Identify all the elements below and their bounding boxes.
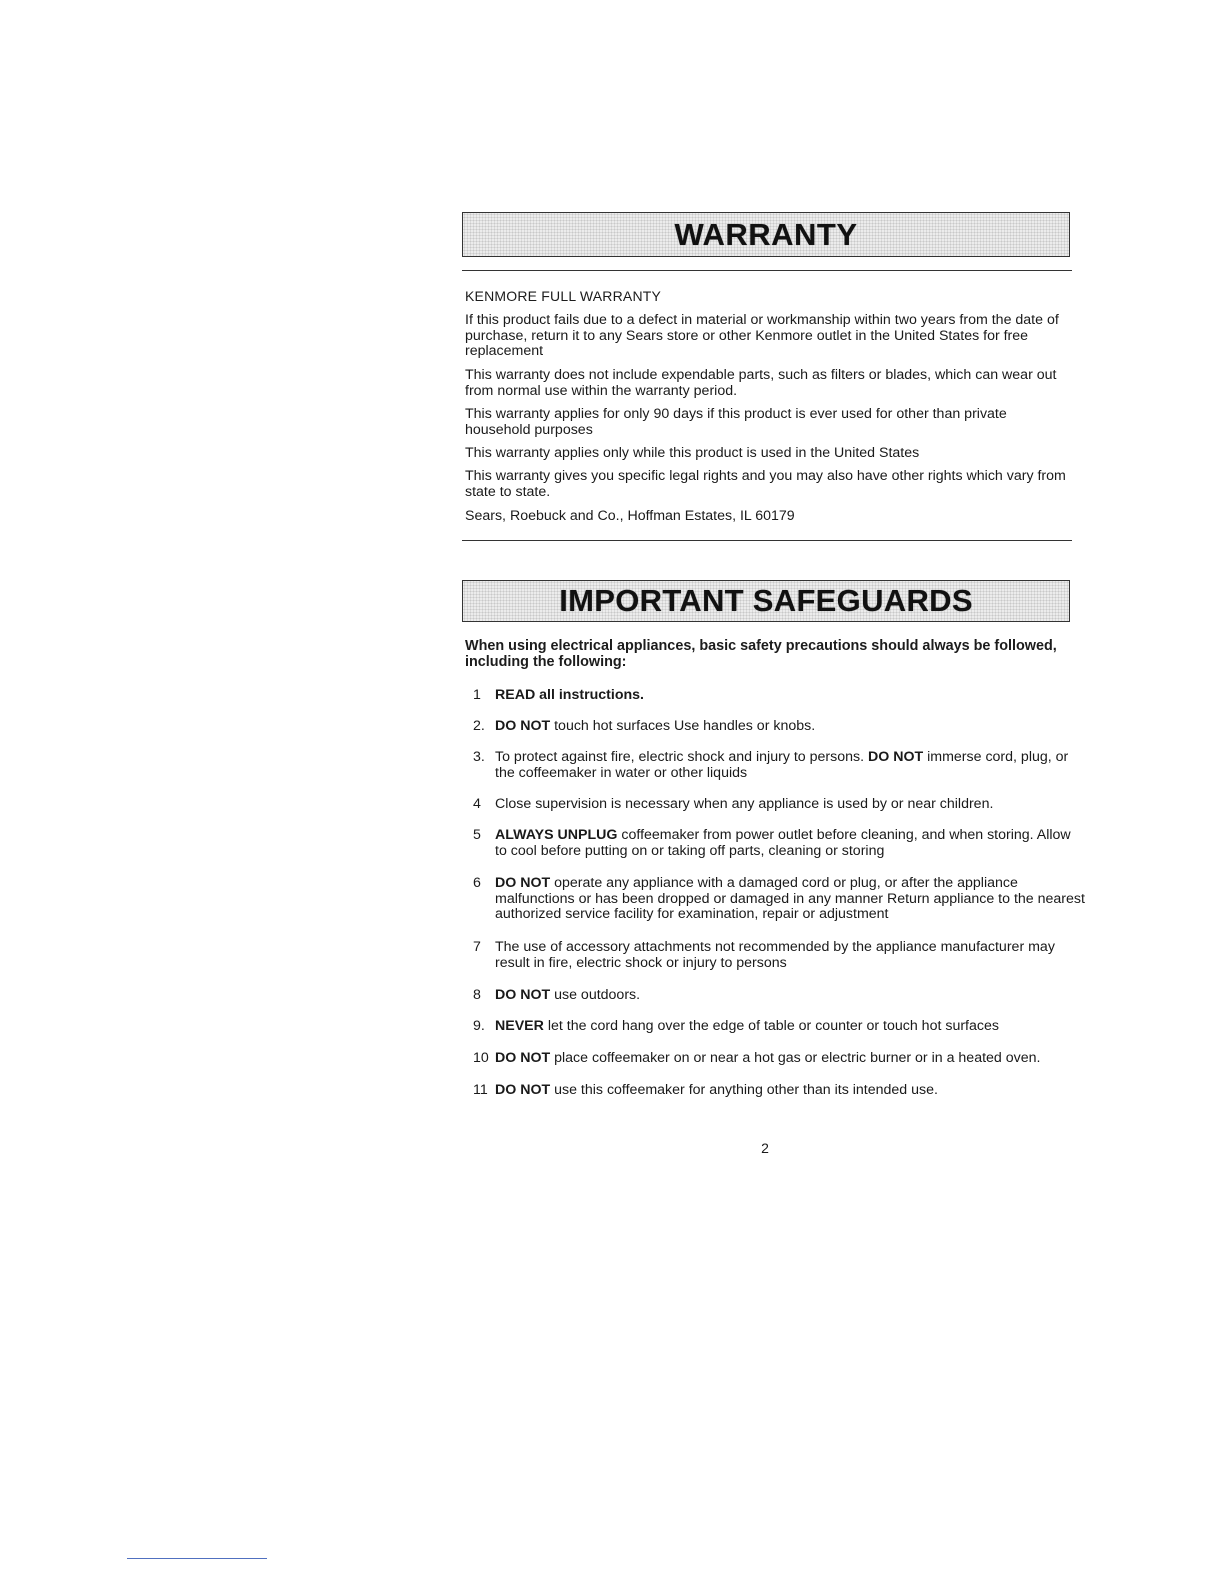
warranty-heading: KENMORE FULL WARRANTY bbox=[465, 288, 662, 304]
safeguard-text: coffeemaker from power outlet before cleaning, and when storing. Allow to cool before putting on or taking off parts, cleaning or storing bbox=[495, 827, 1071, 859]
warranty-paragraph: This warranty applies for only 90 days if this product is ever used for other than private household purposes bbox=[465, 406, 1007, 438]
warranty-paragraph: This warranty gives you specific legal rights and you may also have other rights which vary from state to state. bbox=[465, 468, 1066, 500]
warranty-address: Sears, Roebuck and Co., Hoffman Estates, IL 60179 bbox=[465, 508, 795, 524]
safeguard-item bbox=[465, 1019, 1085, 1035]
safeguards-intro: When using electrical appliances, basic safety precautions should always be followed, including the following: bbox=[465, 638, 1057, 670]
warranty-bottom-divider bbox=[462, 540, 1072, 541]
safeguard-text: let the cord hang over the edge of table or counter or touch hot surfaces bbox=[543, 1018, 999, 1034]
safeguard-text: Close supervision is necessary when any appliance is used by or near children. bbox=[495, 796, 994, 812]
safeguard-item bbox=[465, 988, 1085, 1004]
safeguard-number: 8 bbox=[473, 987, 481, 1003]
safeguard-item bbox=[465, 1083, 1085, 1099]
safeguard-number: 6 bbox=[473, 875, 481, 891]
safeguard-text: use outdoors. bbox=[550, 987, 641, 1003]
safeguard-number: 7 bbox=[473, 939, 481, 955]
safeguard-text: immerse cord, plug, or the coffeemaker in water or other liquids bbox=[495, 749, 1069, 781]
safeguard-text: To protect against fire, electric shock and injury to persons. bbox=[495, 749, 868, 765]
safeguard-lead: DO NOT bbox=[495, 1050, 551, 1066]
safeguard-text: operate any appliance with a damaged cord or plug, or after the appliance malfunctions or has been dropped or damaged in any manner Return appliance to the nearest authorized service facility for examination, repair or adjustment bbox=[495, 875, 1085, 922]
warranty-top-divider bbox=[462, 270, 1072, 271]
safeguard-item bbox=[465, 940, 1085, 971]
safeguard-number: 4 bbox=[473, 796, 481, 812]
safeguard-lead: DO NOT bbox=[495, 1082, 551, 1098]
safeguard-item bbox=[465, 688, 1085, 704]
safeguard-lead: DO NOT bbox=[495, 718, 551, 734]
safeguard-text: place coffeemaker on or near a hot gas or electric burner or in a heated oven. bbox=[550, 1050, 1041, 1066]
safeguard-number: 10 bbox=[473, 1050, 489, 1066]
safeguard-lead: READ all instructions. bbox=[495, 687, 644, 703]
safeguard-item bbox=[465, 750, 1085, 781]
safeguard-number: 2. bbox=[473, 718, 485, 734]
safeguard-number: 5 bbox=[473, 827, 481, 843]
safeguards-banner bbox=[462, 580, 1070, 622]
safeguard-lead: DO NOT bbox=[495, 875, 551, 891]
safeguard-lead: DO NOT bbox=[495, 987, 551, 1003]
safeguard-text: touch hot surfaces Use handles or knobs. bbox=[550, 718, 816, 734]
safeguard-number: 9. bbox=[473, 1018, 485, 1034]
safeguards-title: IMPORTANT SAFEGUARDS bbox=[559, 583, 973, 618]
warranty-title: WARRANTY bbox=[674, 216, 858, 252]
safeguard-item bbox=[465, 797, 1085, 813]
safeguard-text: use this coffeemaker for anything other than its intended use. bbox=[550, 1082, 938, 1098]
warranty-paragraph: If this product fails due to a defect in material or workmanship within two years from the date of purchase, return it to any Sears store or other Kenmore outlet in the United States for free replacement bbox=[465, 312, 1059, 359]
safeguard-lead: DO NOT bbox=[868, 749, 924, 765]
safeguard-item bbox=[465, 719, 1085, 735]
safeguard-text: The use of accessory attachments not recommended by the appliance manufacturer may result in fire, electric shock or injury to persons bbox=[495, 939, 1055, 971]
safeguard-item bbox=[465, 828, 1085, 859]
safeguard-number: 11 bbox=[473, 1082, 488, 1098]
footer-line bbox=[127, 1558, 267, 1559]
safeguard-item bbox=[465, 1051, 1085, 1067]
warranty-paragraph: This warranty does not include expendable parts, such as filters or blades, which can wear out from normal use within the warranty period. bbox=[465, 367, 1057, 399]
safeguard-item bbox=[465, 876, 1085, 923]
safeguard-number: 1 bbox=[473, 687, 481, 703]
safeguard-lead: NEVER bbox=[495, 1018, 544, 1034]
safeguard-lead: ALWAYS UNPLUG bbox=[495, 827, 618, 843]
warranty-paragraph: This warranty applies only while this product is used in the United States bbox=[465, 445, 920, 461]
safeguard-number: 3. bbox=[473, 749, 485, 765]
page-number: 2 bbox=[761, 1140, 769, 1156]
warranty-banner bbox=[462, 212, 1070, 257]
